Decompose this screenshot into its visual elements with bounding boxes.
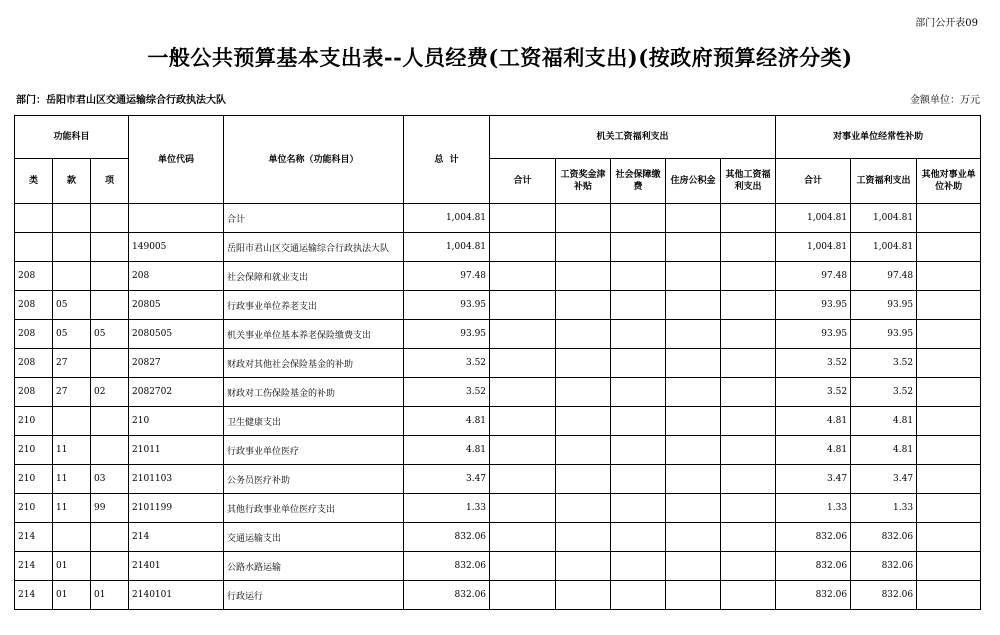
- cell-gov-social-security: [611, 233, 666, 262]
- header-gov-wage-group: 机关工资福利支出: [490, 116, 776, 159]
- cell-lei: 214: [15, 581, 53, 610]
- cell-lei: 208: [15, 349, 53, 378]
- header-inst-subtotal: 合计: [776, 159, 851, 204]
- page-title: 一般公共预算基本支出表--人员经费(工资福利支出)(按政府预算经济分类): [147, 45, 853, 70]
- header-lei: 类: [15, 159, 53, 204]
- cell-lei: 214: [15, 552, 53, 581]
- cell-unit-code: 208: [129, 262, 224, 291]
- cell-unit-code: 149005: [129, 233, 224, 262]
- cell-gov-social-security: [611, 494, 666, 523]
- cell-unit-name: 行政运行: [224, 581, 404, 610]
- cell-gov-social-security: [611, 291, 666, 320]
- cell-unit-name: 公路水路运输: [224, 552, 404, 581]
- cell-xiang: [91, 436, 129, 465]
- table-row: [15, 320, 981, 349]
- cell-gov-subtotal: [490, 233, 556, 262]
- cell-xiang: 03: [91, 465, 129, 494]
- cell-lei: 208: [15, 320, 53, 349]
- cell-inst-wages: 3.52: [851, 378, 917, 407]
- cell-gov-wages: [556, 494, 611, 523]
- cell-inst-subtotal: 3.52: [776, 378, 851, 407]
- table-row: [15, 378, 981, 407]
- cell-gov-housing-fund: [666, 465, 721, 494]
- cell-gov-social-security: [611, 523, 666, 552]
- cell-gov-other: [721, 320, 776, 349]
- cell-unit-code: [129, 204, 224, 233]
- cell-total: 832.06: [404, 523, 490, 552]
- cell-gov-wages: [556, 436, 611, 465]
- cell-gov-social-security: [611, 262, 666, 291]
- cell-inst-other: [917, 407, 981, 436]
- cell-inst-wages: 3.52: [851, 349, 917, 378]
- cell-unit-name: 财政对工伤保险基金的补助: [224, 378, 404, 407]
- cell-gov-wages: [556, 204, 611, 233]
- cell-unit-code: 214: [129, 523, 224, 552]
- cell-inst-other: [917, 233, 981, 262]
- cell-inst-other: [917, 552, 981, 581]
- cell-gov-other: [721, 436, 776, 465]
- cell-inst-wages: 832.06: [851, 552, 917, 581]
- cell-gov-other: [721, 349, 776, 378]
- cell-lei: 210: [15, 494, 53, 523]
- cell-inst-wages: 832.06: [851, 581, 917, 610]
- table-row: [15, 581, 981, 610]
- cell-unit-code: 2080505: [129, 320, 224, 349]
- cell-unit-code: 2140101: [129, 581, 224, 610]
- cell-unit-name: 机关事业单位基本养老保险缴费支出: [224, 320, 404, 349]
- department-label: 部门：岳阳市君山区交通运输综合行政执法大队: [16, 95, 226, 106]
- cell-inst-wages: 1,004.81: [851, 204, 917, 233]
- table-row: [15, 436, 981, 465]
- cell-gov-social-security: [611, 465, 666, 494]
- cell-gov-subtotal: [490, 552, 556, 581]
- amount-unit-label: 金额单位：万元: [910, 95, 980, 106]
- cell-gov-other: [721, 465, 776, 494]
- cell-inst-subtotal: 3.52: [776, 349, 851, 378]
- cell-kuan: [53, 262, 91, 291]
- cell-xiang: [91, 523, 129, 552]
- cell-total: 1.33: [404, 494, 490, 523]
- cell-inst-other: [917, 494, 981, 523]
- cell-gov-social-security: [611, 581, 666, 610]
- cell-gov-housing-fund: [666, 349, 721, 378]
- cell-kuan: 27: [53, 349, 91, 378]
- cell-kuan: 05: [53, 320, 91, 349]
- cell-xiang: [91, 262, 129, 291]
- cell-gov-subtotal: [490, 523, 556, 552]
- cell-gov-subtotal: [490, 349, 556, 378]
- header-gov-subtotal: 合计: [490, 159, 556, 204]
- table-row: [15, 407, 981, 436]
- cell-lei: 210: [15, 436, 53, 465]
- cell-gov-other: [721, 233, 776, 262]
- header-gov-other: 其他工资福利支出: [721, 159, 776, 204]
- cell-gov-wages: [556, 262, 611, 291]
- cell-kuan: 01: [53, 552, 91, 581]
- cell-gov-other: [721, 581, 776, 610]
- header-unit-name: 单位名称（功能科目）: [224, 116, 404, 204]
- header-inst-wages: 工资福利支出: [851, 159, 917, 204]
- cell-gov-wages: [556, 349, 611, 378]
- cell-gov-subtotal: [490, 436, 556, 465]
- cell-gov-subtotal: [490, 378, 556, 407]
- table-row: [15, 262, 981, 291]
- cell-gov-wages: [556, 320, 611, 349]
- cell-lei: 214: [15, 523, 53, 552]
- cell-inst-other: [917, 378, 981, 407]
- cell-inst-subtotal: 1,004.81: [776, 233, 851, 262]
- cell-gov-social-security: [611, 407, 666, 436]
- cell-gov-other: [721, 523, 776, 552]
- cell-unit-name: 交通运输支出: [224, 523, 404, 552]
- cell-kuan: 01: [53, 581, 91, 610]
- cell-unit-name: 其他行政事业单位医疗支出: [224, 494, 404, 523]
- cell-total: 4.81: [404, 436, 490, 465]
- cell-gov-housing-fund: [666, 320, 721, 349]
- cell-total: 93.95: [404, 291, 490, 320]
- cell-inst-other: [917, 204, 981, 233]
- table-row: [15, 204, 981, 233]
- cell-inst-subtotal: 1,004.81: [776, 204, 851, 233]
- cell-gov-housing-fund: [666, 407, 721, 436]
- cell-gov-housing-fund: [666, 436, 721, 465]
- cell-inst-subtotal: 1.33: [776, 494, 851, 523]
- cell-gov-wages: [556, 233, 611, 262]
- cell-unit-code: 21401: [129, 552, 224, 581]
- table-row: [15, 291, 981, 320]
- cell-unit-name: 公务员医疗补助: [224, 465, 404, 494]
- cell-xiang: 01: [91, 581, 129, 610]
- header-gov-social-security: 社会保障缴费: [611, 159, 666, 204]
- cell-inst-subtotal: 832.06: [776, 552, 851, 581]
- cell-inst-subtotal: 4.81: [776, 436, 851, 465]
- cell-kuan: 11: [53, 494, 91, 523]
- header-inst-subsidy-group: 对事业单位经常性补助: [776, 116, 981, 159]
- cell-xiang: 05: [91, 320, 129, 349]
- cell-gov-social-security: [611, 552, 666, 581]
- cell-unit-name: 财政对其他社会保险基金的补助: [224, 349, 404, 378]
- cell-inst-other: [917, 291, 981, 320]
- cell-gov-other: [721, 407, 776, 436]
- cell-gov-social-security: [611, 320, 666, 349]
- cell-inst-subtotal: 4.81: [776, 407, 851, 436]
- table-row: [15, 465, 981, 494]
- cell-gov-housing-fund: [666, 204, 721, 233]
- cell-inst-other: [917, 320, 981, 349]
- cell-unit-name: 行政事业单位医疗: [224, 436, 404, 465]
- cell-total: 97.48: [404, 262, 490, 291]
- cell-unit-name: 岳阳市君山区交通运输综合行政执法大队: [224, 233, 404, 262]
- cell-gov-wages: [556, 581, 611, 610]
- cell-total: 1,004.81: [404, 204, 490, 233]
- cell-gov-housing-fund: [666, 581, 721, 610]
- cell-kuan: 11: [53, 465, 91, 494]
- cell-gov-wages: [556, 523, 611, 552]
- cell-xiang: [91, 233, 129, 262]
- cell-gov-wages: [556, 291, 611, 320]
- cell-xiang: [91, 349, 129, 378]
- cell-gov-other: [721, 262, 776, 291]
- cell-lei: [15, 233, 53, 262]
- cell-gov-wages: [556, 465, 611, 494]
- header-gov-wages: 工资奖金津补贴: [556, 159, 611, 204]
- table-row: [15, 494, 981, 523]
- cell-gov-social-security: [611, 204, 666, 233]
- cell-gov-subtotal: [490, 407, 556, 436]
- cell-unit-code: 20827: [129, 349, 224, 378]
- cell-xiang: 99: [91, 494, 129, 523]
- header-inst-other: 其他对事业单位补助: [917, 159, 981, 204]
- cell-gov-social-security: [611, 436, 666, 465]
- cell-gov-wages: [556, 407, 611, 436]
- cell-xiang: [91, 204, 129, 233]
- cell-gov-social-security: [611, 378, 666, 407]
- cell-gov-housing-fund: [666, 552, 721, 581]
- cell-gov-subtotal: [490, 291, 556, 320]
- cell-gov-social-security: [611, 349, 666, 378]
- cell-lei: [15, 204, 53, 233]
- cell-total: 93.95: [404, 320, 490, 349]
- cell-kuan: 11: [53, 436, 91, 465]
- cell-total: 3.52: [404, 349, 490, 378]
- header-total: 总 计: [404, 116, 490, 204]
- cell-inst-subtotal: 93.95: [776, 291, 851, 320]
- cell-gov-housing-fund: [666, 233, 721, 262]
- cell-inst-wages: 4.81: [851, 436, 917, 465]
- cell-inst-other: [917, 465, 981, 494]
- cell-gov-housing-fund: [666, 262, 721, 291]
- cell-lei: 208: [15, 262, 53, 291]
- header-kuan: 款: [53, 159, 91, 204]
- cell-gov-wages: [556, 378, 611, 407]
- cell-inst-wages: 1,004.81: [851, 233, 917, 262]
- cell-gov-other: [721, 291, 776, 320]
- cell-inst-subtotal: 832.06: [776, 581, 851, 610]
- cell-xiang: [91, 407, 129, 436]
- cell-unit-code: 210: [129, 407, 224, 436]
- cell-xiang: 02: [91, 378, 129, 407]
- cell-xiang: [91, 552, 129, 581]
- cell-kuan: 27: [53, 378, 91, 407]
- cell-inst-wages: 4.81: [851, 407, 917, 436]
- header-unit-code: 单位代码: [129, 116, 224, 204]
- cell-inst-other: [917, 436, 981, 465]
- cell-gov-other: [721, 204, 776, 233]
- cell-kuan: [53, 233, 91, 262]
- cell-unit-code: 2101103: [129, 465, 224, 494]
- cell-lei: 208: [15, 378, 53, 407]
- table-row: [15, 349, 981, 378]
- cell-unit-code: 2082702: [129, 378, 224, 407]
- cell-gov-housing-fund: [666, 378, 721, 407]
- cell-inst-wages: 93.95: [851, 291, 917, 320]
- cell-gov-subtotal: [490, 320, 556, 349]
- cell-inst-wages: 1.33: [851, 494, 917, 523]
- header-function-subject: 功能科目: [15, 116, 129, 159]
- cell-inst-other: [917, 262, 981, 291]
- cell-unit-code: 21011: [129, 436, 224, 465]
- table-row: [15, 523, 981, 552]
- cell-total: 3.52: [404, 378, 490, 407]
- cell-inst-subtotal: 93.95: [776, 320, 851, 349]
- cell-gov-wages: [556, 552, 611, 581]
- cell-kuan: 05: [53, 291, 91, 320]
- table-number-label: 部门公开表09: [915, 18, 978, 29]
- cell-inst-wages: 832.06: [851, 523, 917, 552]
- cell-inst-subtotal: 97.48: [776, 262, 851, 291]
- cell-kuan: [53, 407, 91, 436]
- cell-lei: 208: [15, 291, 53, 320]
- cell-unit-name: 卫生健康支出: [224, 407, 404, 436]
- table-body: [15, 204, 981, 610]
- cell-total: 4.81: [404, 407, 490, 436]
- cell-unit-code: 2101199: [129, 494, 224, 523]
- cell-unit-code: 20805: [129, 291, 224, 320]
- cell-gov-other: [721, 552, 776, 581]
- cell-gov-other: [721, 494, 776, 523]
- cell-unit-name: 行政事业单位养老支出: [224, 291, 404, 320]
- cell-total: 832.06: [404, 581, 490, 610]
- cell-inst-other: [917, 523, 981, 552]
- cell-inst-other: [917, 581, 981, 610]
- cell-gov-subtotal: [490, 494, 556, 523]
- cell-unit-name: 社会保障和就业支出: [224, 262, 404, 291]
- cell-gov-housing-fund: [666, 291, 721, 320]
- table-row: [15, 552, 981, 581]
- cell-kuan: [53, 204, 91, 233]
- cell-gov-housing-fund: [666, 494, 721, 523]
- cell-total: 1,004.81: [404, 233, 490, 262]
- cell-gov-subtotal: [490, 262, 556, 291]
- header-xiang: 项: [91, 159, 129, 204]
- budget-table: [14, 115, 981, 610]
- cell-inst-other: [917, 349, 981, 378]
- cell-total: 3.47: [404, 465, 490, 494]
- cell-lei: 210: [15, 407, 53, 436]
- cell-inst-subtotal: 832.06: [776, 523, 851, 552]
- table-row: [15, 233, 981, 262]
- cell-xiang: [91, 291, 129, 320]
- cell-gov-subtotal: [490, 581, 556, 610]
- header-gov-housing-fund: 住房公积金: [666, 159, 721, 204]
- cell-kuan: [53, 523, 91, 552]
- cell-unit-name: 合计: [224, 204, 404, 233]
- cell-inst-wages: 97.48: [851, 262, 917, 291]
- cell-gov-housing-fund: [666, 523, 721, 552]
- cell-gov-subtotal: [490, 465, 556, 494]
- cell-inst-wages: 93.95: [851, 320, 917, 349]
- cell-total: 832.06: [404, 552, 490, 581]
- cell-gov-other: [721, 378, 776, 407]
- cell-inst-wages: 3.47: [851, 465, 917, 494]
- cell-lei: 210: [15, 465, 53, 494]
- cell-inst-subtotal: 3.47: [776, 465, 851, 494]
- cell-gov-subtotal: [490, 204, 556, 233]
